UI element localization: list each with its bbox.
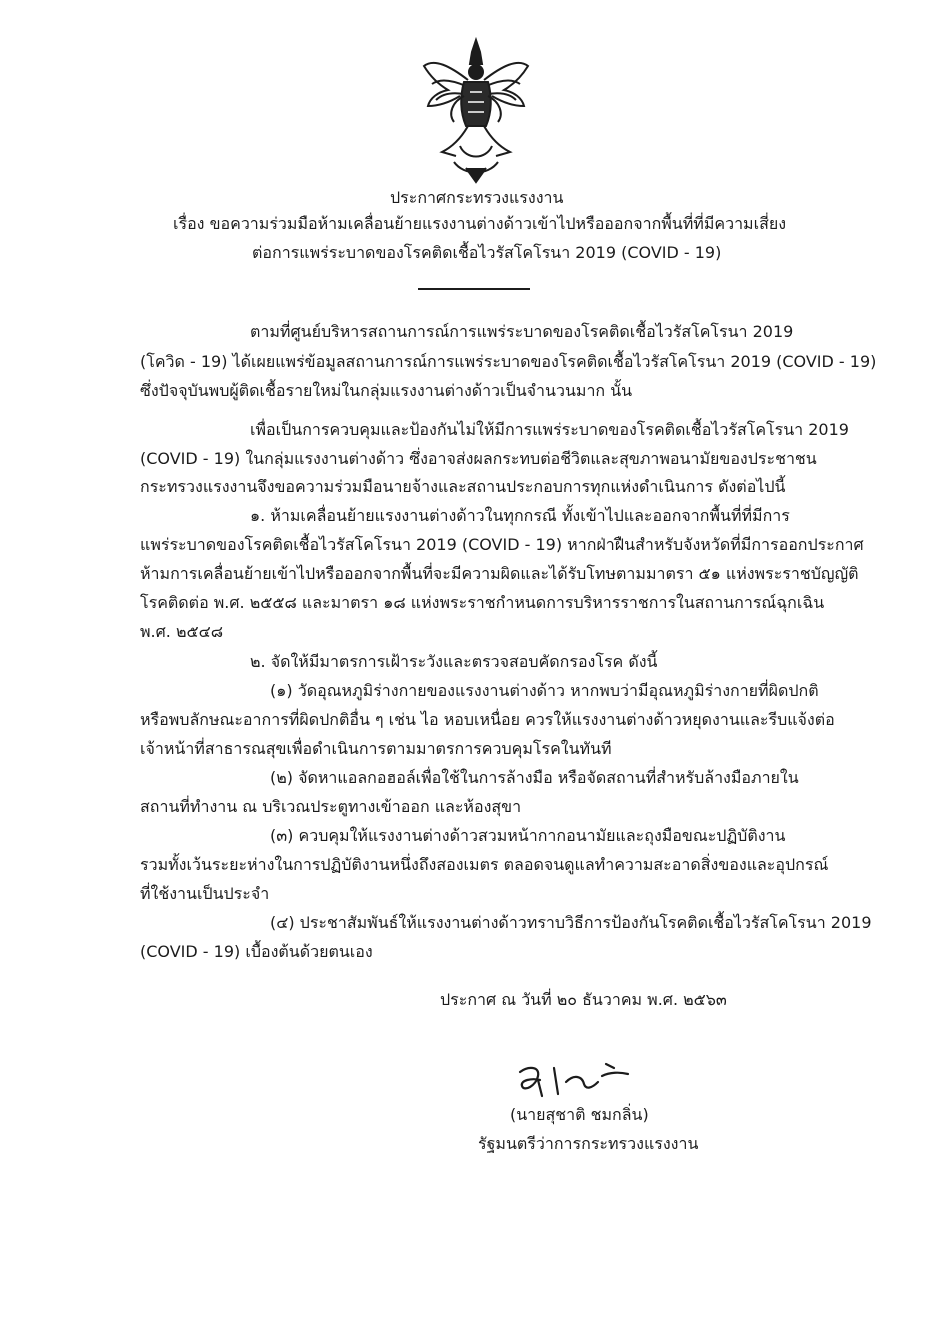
item-2-heading: ๒. จัดให้มีมาตรการเฝ้าระวังและตรวจสอบคัดกรองโรค ดังนี้ <box>250 652 658 671</box>
garuda-emblem-icon <box>420 36 532 186</box>
announcement-date: ประกาศ ณ วันที่ ๒๐ ธันวาคม พ.ศ. ๒๕๖๓ <box>440 990 727 1009</box>
sub-item-4-line-1: (๔) ประชาสัมพันธ์ให้แรงงานต่างด้าวทราบวิธีการป้องกันโรคติดเชื้อไวรัสโคโรนา 2019 <box>270 913 872 932</box>
signer-name: (นายสุชาติ ชมกลิ่น) <box>510 1105 649 1124</box>
sub-item-1-line-3: เจ้าหน้าที่สาธารณสุขเพื่อดำเนินการตามมาตรการควบคุมโรคในทันที <box>140 739 612 758</box>
sub-item-2-line-2: สถานที่ทำงาน ณ บริเวณประตูทางเข้าออก และห้องสุขา <box>140 797 522 816</box>
paragraph-1-line-3: ซึ่งปัจจุบันพบผู้ติดเชื้อรายใหม่ในกลุ่มแรงงานต่างด้าวเป็นจำนวนมาก นั้น <box>140 381 633 400</box>
sub-item-3-line-1: (๓) ควบคุมให้แรงงานต่างด้าวสวมหน้ากากอนามัยและถุงมือขณะปฏิบัติงาน <box>270 826 786 845</box>
item-1-line-5: พ.ศ. ๒๕๔๘ <box>140 622 224 641</box>
item-1-line-3: ห้ามการเคลื่อนย้ายเข้าไปหรือออกจากพื้นที่จะมีความผิดและได้รับโทษตามมาตรา ๕๑ แห่งพระราชบัญญัติ <box>140 564 859 583</box>
paragraph-2-line-1: เพื่อเป็นการควบคุมและป้องกันไม่ให้มีการแพร่ระบาดของโรคติดเชื้อไวรัสโคโรนา 2019 <box>250 420 849 439</box>
signer-title: รัฐมนตรีว่าการกระทรวงแรงงาน <box>478 1134 699 1153</box>
item-1-line-2: แพร่ระบาดของโรคติดเชื้อไวรัสโคโรนา 2019 (COVID - 19) หากฝ่าฝืนสำหรับจังหวัดที่มีการออกประกาศ <box>140 535 864 554</box>
sub-item-1-line-2: หรือพบลักษณะอาการที่ผิดปกติอื่น ๆ เช่น ไอ หอบเหนื่อย ควรให้แรงงานต่างด้าวหยุดงานและรีบแจ้งต่อ <box>140 710 835 729</box>
sub-item-3-line-3: ที่ใช้งานเป็นประจำ <box>140 884 270 903</box>
sub-item-4-line-2: (COVID - 19) เบื้องต้นด้วยตนเอง <box>140 942 373 961</box>
sub-item-3-line-2: รวมทั้งเว้นระยะห่างในการปฏิบัติงานหนึ่งถึงสองเมตร ตลอดจนดูแลทำความสะอาดสิ่งของและอุปกรณ์ <box>140 855 829 874</box>
handwritten-signature <box>510 1058 640 1104</box>
sub-item-2-line-1: (๒) จัดหาแอลกอฮอล์เพื่อใช้ในการล้างมือ หรือจัดสถานที่สำหรับล้างมือภายใน <box>270 768 799 787</box>
sub-item-1-line-1: (๑) วัดอุณหภูมิร่างกายของแรงงานต่างด้าว หากพบว่ามีอุณหภูมิร่างกายที่ผิดปกติ <box>270 681 819 700</box>
header-divider <box>418 288 530 290</box>
paragraph-2-line-3: กระทรวงแรงงานจึงขอความร่วมมือนายจ้างและสถานประกอบการทุกแห่งดำเนินการ ดังต่อไปนี้ <box>140 477 786 496</box>
subject-line-2: ต่อการแพร่ระบาดของโรคติดเชื้อไวรัสโคโรนา 2019 (COVID - 19) <box>252 243 722 262</box>
announcement-title: ประกาศกระทรวงแรงงาน <box>390 188 564 207</box>
paragraph-2-line-2: (COVID - 19) ในกลุ่มแรงงานต่างด้าว ซึ่งอาจส่งผลกระทบต่อชีวิตและสุขภาพอนามัยของประชาชน <box>140 449 817 468</box>
paragraph-1-line-2: (โควิด - 19) ได้เผยแพร่ข้อมูลสถานการณ์การแพร่ระบาดของโรคติดเชื้อไวรัสโคโรนา 2019 (COVID - 19) <box>140 352 877 371</box>
item-1-line-1: ๑. ห้ามเคลื่อนย้ายแรงงานต่างด้าวในทุกกรณี ทั้งเข้าไปและออกจากพื้นที่ที่มีการ <box>250 506 790 525</box>
subject-line-1: เรื่อง ขอความร่วมมือห้ามเคลื่อนย้ายแรงงานต่างด้าวเข้าไปหรือออกจากพื้นที่ที่มีความเสี่ยง <box>173 214 787 233</box>
paragraph-1-line-1: ตามที่ศูนย์บริหารสถานการณ์การแพร่ระบาดของโรคติดเชื้อไวรัสโคโรนา 2019 <box>250 322 794 341</box>
item-1-line-4: โรคติดต่อ พ.ศ. ๒๕๕๘ และมาตรา ๑๘ แห่งพระราชกำหนดการบริหารราชการในสถานการณ์ฉุกเฉิน <box>140 593 825 612</box>
